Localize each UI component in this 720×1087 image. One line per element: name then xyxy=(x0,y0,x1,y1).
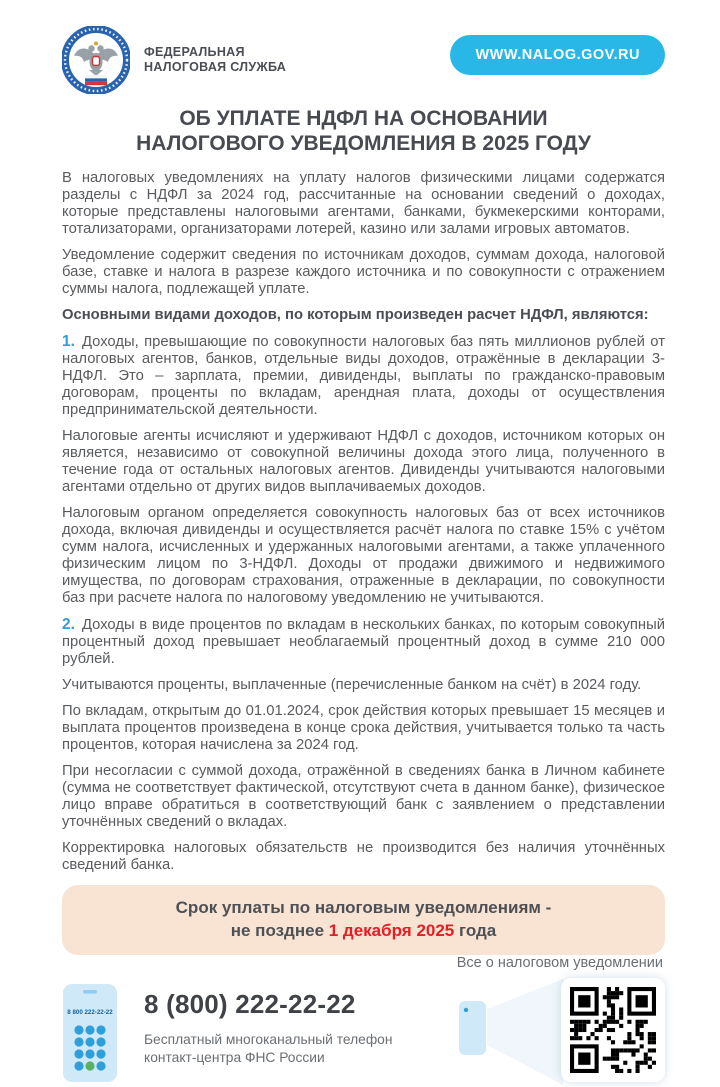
phone-speaker xyxy=(83,990,97,994)
item-1-paragraph-2: Налоговым органом определяется совокупность налоговых баз от всех источников дохода, включая дивиденды и осуществляется расчёт налога по ставке 15% с учётом сумм налога, исчисленных и удержанных налоговыми агентами, а также уплаченного физическим лицом по 3-НДФЛ. Доходы от продажи движимого и недвижимого имущества, по договорам страхования, отраженные в декларации, по совокупности баз при расчете налога по налоговому уведомлению не учитываются. xyxy=(62,504,665,606)
footer xyxy=(62,955,665,1087)
phone-text-block xyxy=(144,983,392,1068)
phone-caption-line1: Бесплатный многоканальный телефон xyxy=(144,1031,393,1047)
deadline-line2 xyxy=(72,919,655,942)
deadline-line2-suffix: года xyxy=(454,920,497,940)
phone-caption-line2: контакт-центра ФНС России xyxy=(144,1050,325,1066)
phone-camera-dot xyxy=(464,1007,468,1011)
deadline-date: 1 декабря 2025 xyxy=(328,920,455,940)
org-name-line1: ФЕДЕРАЛЬНАЯ xyxy=(144,44,245,59)
phone-caption xyxy=(144,1031,392,1068)
org-name-line2: НАЛОГОВАЯ СЛУЖБА xyxy=(144,60,287,74)
item-2-lead-text: Доходы в виде процентов по вкладам в нескольких банках, по которым совокупный процентный доход превышает необлагаемый процентный доход в сумме 210 000 рублей. xyxy=(62,616,665,667)
body-text xyxy=(62,170,665,883)
item-2-paragraph-2: По вкладам, открытым до 01.01.2024, срок действия которых превышает 15 месяцев и выплата процентов произведена в конце срока действия, учитывается только та часть процентов, которая начислена за 2024 год. xyxy=(62,702,665,753)
item-2-number: 2. xyxy=(62,615,75,633)
phone-keypad-icon xyxy=(62,983,118,1083)
list-heading: Основными видами доходов, по которым произведен расчет НДФЛ, являются: xyxy=(62,306,649,323)
item-2-paragraph-4: Корректировка налоговых обязательств не производится без наличия уточнённых сведений банка. xyxy=(62,839,665,873)
item-1-number: 1. xyxy=(62,332,75,350)
contact-block xyxy=(62,983,392,1087)
qr-visual xyxy=(451,977,665,1087)
website-badge[interactable]: WWW.NALOG.GOV.RU xyxy=(450,35,665,75)
item-1-lead-text: Доходы, превышающие по совокупности налоговых баз пять миллионов рублей от налоговых агентов, банков, отдельные виды доходов, отражённые в декларации 3-НДФЛ. Это – зарплата, премии, дивиденды, выплаты по гражданско-правовым договорам, проценты по вкладам, арендная плата, доходы от осуществления предпринимательской деятельности. xyxy=(62,333,665,418)
shield xyxy=(93,57,100,66)
qr-code xyxy=(570,987,656,1073)
item-2-lead xyxy=(62,616,665,668)
flag-ribbon xyxy=(85,75,107,85)
item-2-paragraph-1: Учитываются проценты, выплаченные (перечисленные банком на счёт) в 2024 году. xyxy=(62,676,642,693)
crown-dot xyxy=(94,42,98,46)
deadline-line1: Срок уплаты по налоговым уведомлениям - xyxy=(175,897,552,917)
page-title-line1: ОБ УПЛАТЕ НДФЛ НА ОСНОВАНИИ xyxy=(179,107,548,130)
intro-paragraph-2: Уведомление содержит сведения по источникам доходов, суммам дохода, налоговой базе, ставке и налога в разрезе каждого источника и по совокупности с отражением суммы налога, подлежащей уплате. xyxy=(62,246,665,297)
fns-brand xyxy=(62,26,286,94)
qr-section xyxy=(451,955,665,1087)
item-2-paragraph-3: При несогласии с суммой дохода, отражённой в сведениях банка в Личном кабинете (сумма не соответствует фактической, отсутствуют счета в данном банке), физическое лицо вправе обратиться в соответствующий банк с заявлением о представлении уточнённых сведений о вкладах. xyxy=(62,762,665,830)
qr-caption: Все о налоговом уведомлении xyxy=(456,954,663,971)
deadline-banner xyxy=(62,885,665,955)
page-title xyxy=(62,107,665,157)
small-phone-icon xyxy=(459,1001,486,1055)
phone-icon-label: 8 800 222-22-22 xyxy=(67,1008,113,1016)
intro-paragraph-1: В налоговых уведомлениях на уплату налогов физическими лицами содержатся разделы с НДФЛ за 2024 год, рассчитанные на основании сведений о доходах, которые представлены налоговыми агентами, банками, букмекерскими конторами, тотализаторами, организаторами лотерей, казино или залами игровых автоматов. xyxy=(62,169,665,237)
deadline-line2-prefix: не позднее xyxy=(230,920,329,940)
header xyxy=(62,26,665,94)
item-1-lead xyxy=(62,333,665,419)
fns-emblem-icon xyxy=(62,26,130,94)
item-1-paragraph-1: Налоговые агенты исчисляют и удерживают НДФЛ с доходов, источником которых он является, независимо от совокупной величины дохода этого лица, полученного в течение года от остальных налоговых агентов. Дивиденды учитываются налоговыми агентами отдельно от других видов выплачиваемых доходов. xyxy=(62,427,665,495)
phone-number: 8 (800) 222-22-22 xyxy=(144,988,356,1019)
org-name xyxy=(144,45,286,76)
page-title-line2: НАЛОГОВОГО УВЕДОМЛЕНИЯ В 2025 ГОДУ xyxy=(136,131,591,155)
qr-card xyxy=(561,978,665,1082)
